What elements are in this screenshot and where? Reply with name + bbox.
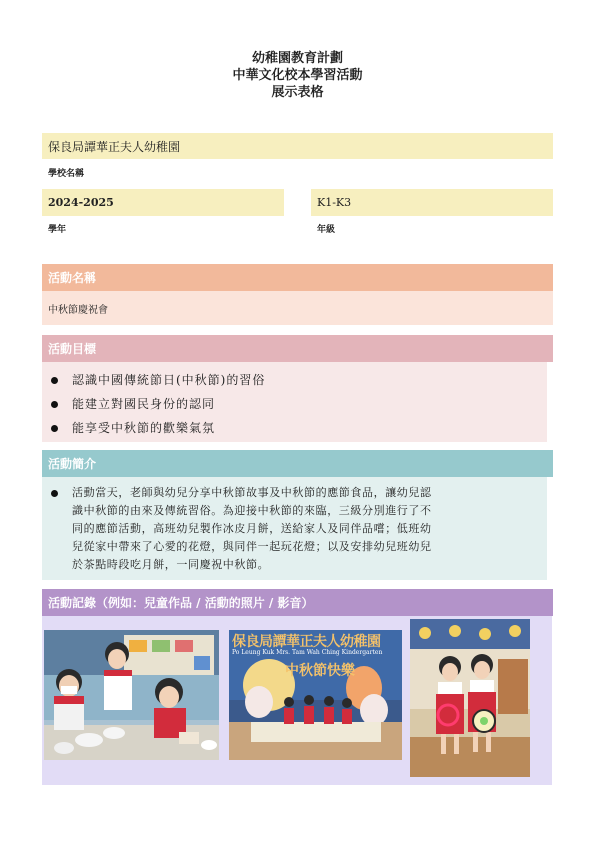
objective-item: 能建立對國民身份的認同 — [42, 392, 547, 416]
classroom-photo-image — [44, 630, 219, 760]
school-name-caption: 學校名稱 — [48, 169, 85, 179]
bullet-icon — [51, 377, 58, 384]
description-body — [42, 477, 547, 580]
title-line-3: 展示表格 — [271, 85, 324, 100]
grade-caption: 年級 — [317, 225, 336, 235]
description-line: 於茶點時段吃月餅，一同慶祝中秋節。 — [72, 558, 270, 571]
activity-name-body — [42, 291, 553, 325]
objective-item: 認識中國傳統節日(中秋節)的習俗 — [42, 368, 547, 392]
description-header — [42, 450, 553, 477]
records-heading: 活動記錄（例如：兒童作品 / 活動的照片 / 影音） — [48, 596, 314, 610]
school-year-caption: 學年 — [48, 225, 67, 235]
school-name-value: 保良局譚華正夫人幼稚園 — [48, 139, 181, 154]
photo-lanterns — [410, 619, 530, 777]
title-line-2: 中華文化校本學習活動 — [232, 68, 363, 83]
banner-title: 保良局譚華正夫人幼稚園 — [232, 634, 381, 650]
school-year-value: 2024-2025 — [48, 196, 114, 209]
objectives-header — [42, 335, 553, 362]
lantern-photo-image — [410, 619, 530, 777]
banner-subtitle: Po Leung Kuk Mrs. Tam Wah Ching Kindergarten — [232, 649, 383, 656]
bullet-icon — [51, 425, 58, 432]
school-name-field — [42, 133, 553, 159]
bullet-icon — [51, 490, 58, 497]
objective-item: 能享受中秋節的歡樂氣氛 — [42, 416, 547, 440]
description-paragraph — [42, 477, 547, 574]
objectives-heading: 活動目標 — [48, 342, 97, 356]
photo-festival-stage — [229, 630, 402, 760]
school-year-field — [42, 189, 284, 216]
grade-value: K1-K3 — [317, 196, 352, 209]
objectives-body — [42, 362, 547, 442]
description-line: 識中秋節的由來及傳統習俗。為迎接中秋節的來臨，三級分別進行了不 — [72, 504, 432, 517]
activity-name-heading: 活動名稱 — [48, 271, 97, 285]
objectives-list — [42, 362, 547, 440]
records-header — [42, 589, 553, 616]
activity-name-value: 中秋節慶祝會 — [48, 304, 108, 316]
photo-mooncake-making — [44, 630, 219, 760]
title-line-1: 幼稚園教育計劃 — [251, 51, 343, 66]
banner-festival: 中秋節快樂 — [285, 663, 355, 679]
description-heading: 活動簡介 — [48, 457, 97, 471]
description-line: 同的應節活動，高班幼兒製作冰皮月餅，送給家人及同伴品嚐；低班幼 — [72, 522, 432, 535]
grade-field — [311, 189, 553, 216]
form-title — [0, 50, 595, 101]
description-line: 活動當天，老師與幼兒分享中秋節故事及中秋節的應節食品，讓幼兒認 — [72, 486, 432, 499]
description-line: 兒從家中帶來了心愛的花燈，與同伴一起玩花燈；以及安排幼兒班幼兒 — [72, 540, 432, 553]
activity-name-header — [42, 264, 553, 291]
bullet-icon — [51, 401, 58, 408]
